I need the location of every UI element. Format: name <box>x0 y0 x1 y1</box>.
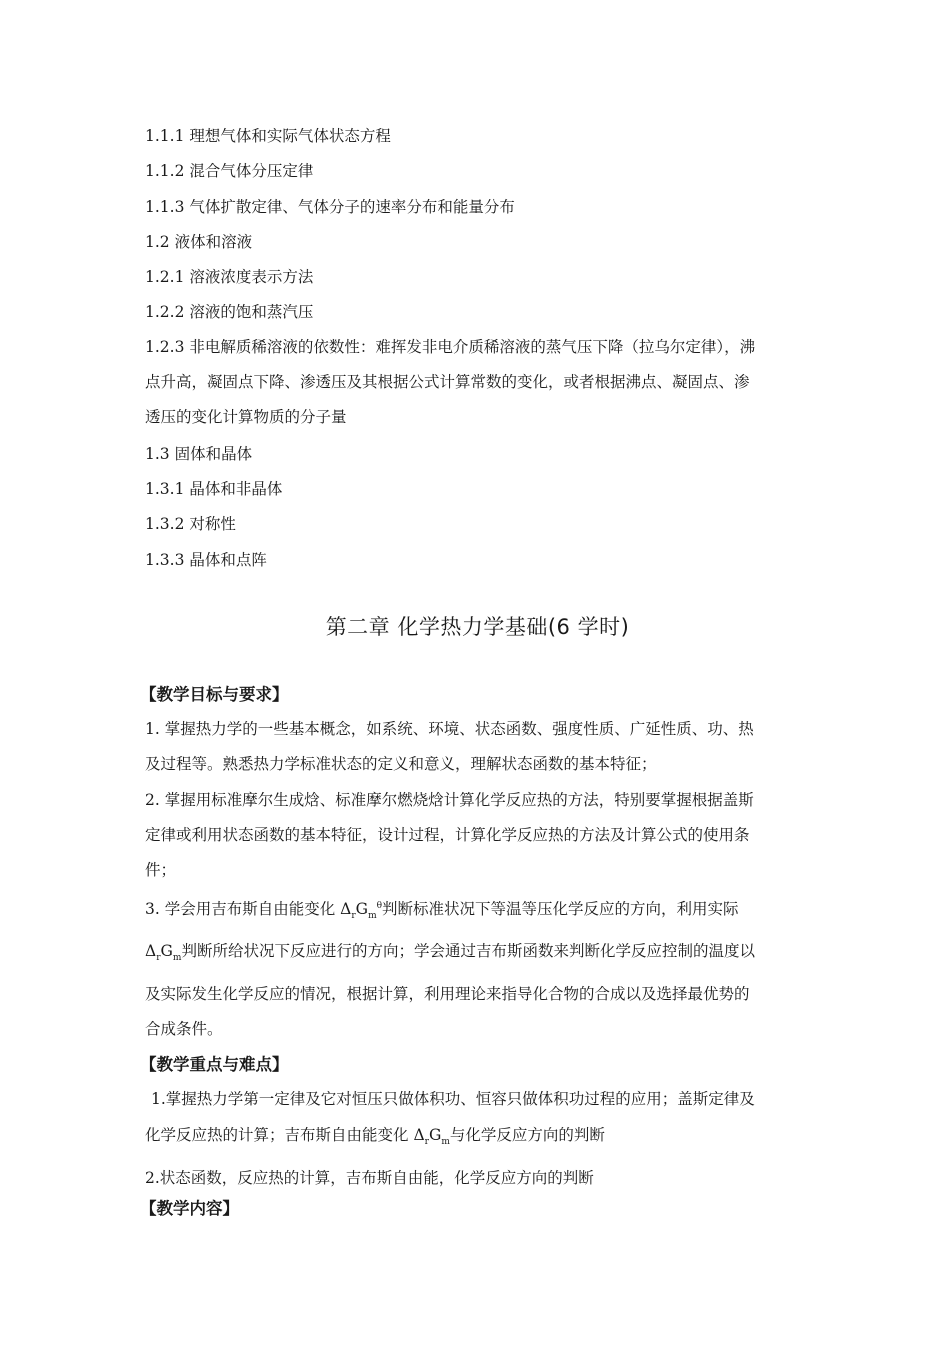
paragraph-line: 2. 掌握用标准摩尔生成焓、标准摩尔燃烧焓计算化学反应热的方法，特别要掌握根据盖斯 <box>145 790 754 809</box>
toc-line: 1.3 固体和晶体 <box>145 444 253 463</box>
toc-line: 1.1.3 气体扩散定律、气体分子的速率分布和能量分布 <box>145 197 515 216</box>
key1-prefix: 化学反应热的计算；吉布斯自由能变化 <box>145 1125 414 1144</box>
page-content <box>140 124 810 1227</box>
toc-line: 1.2.2 溶液的饱和蒸汽压 <box>145 303 314 322</box>
goal-1 <box>145 712 810 783</box>
content-heading: 【教学内容】 <box>140 1199 239 1219</box>
paragraph-line: 定律或利用状态函数的基本特征，设计过程，计算化学反应热的方法及计算公式的使用条 <box>145 826 750 845</box>
paragraph-line <box>145 1118 810 1160</box>
toc-line: 1.2.1 溶液浓度表示方法 <box>145 268 314 287</box>
paragraph-line: 及实际发生化学反应的情况，根据计算，利用理论来指导化合物的合成以及选择最优势的 <box>145 984 750 1003</box>
toc-line: 1.1.1 理想气体和实际气体状态方程 <box>145 127 391 145</box>
goal-3 <box>145 889 810 1048</box>
goal3-line2: 判断所给状况下反应进行的方向；学会通过吉布斯函数来判断化学反应控制的温度以 <box>181 942 755 961</box>
paragraph-line <box>145 889 810 935</box>
paragraph-line <box>145 934 810 976</box>
chapter-title: 第二章 化学热力学基础(6 学时) <box>325 614 630 639</box>
key-point-1 <box>145 1082 810 1160</box>
toc-line: 1.3.2 对称性 <box>145 515 236 534</box>
key-points-heading: 【教学重点与难点】 <box>140 1055 289 1075</box>
paragraph-line: 1. 掌握热力学的一些基本概念，如系统、环境、状态函数、强度性质、广延性质、功、热 <box>145 720 754 739</box>
toc-line: 1.3.3 晶体和点阵 <box>145 550 267 569</box>
gibbs-symbol: $\Delta_rG_m$ <box>413 1125 450 1147</box>
paragraph-line: 1.掌握热力学第一定律及它对恒压只做体积功、恒容只做体积功过程的应用；盖斯定律及 <box>151 1090 755 1109</box>
key-point-2: 2.状态函数，反应热的计算，吉布斯自由能，化学反应方向的判断 <box>145 1169 594 1188</box>
key1-suffix: 与化学反应方向的判断 <box>449 1125 605 1144</box>
paragraph-line: 点升高，凝固点下降、渗透压及其根据公式计算常数的变化，或者根据沸点、凝固点、渗 <box>145 373 750 392</box>
colligative-paragraph <box>145 330 810 436</box>
gibbs-standard-symbol: $\Delta_rG_m^\theta$ <box>340 899 383 921</box>
toc-line: 1.2 液体和溶液 <box>145 232 253 251</box>
goal3-prefix: 3. 学会用吉布斯自由能变化 <box>145 899 341 918</box>
goal-2 <box>145 783 810 889</box>
paragraph-line: 1.2.3 非电解质稀溶液的依数性：难挥发非电介质稀溶液的蒸气压下降（拉乌尔定律），沸 <box>145 337 756 356</box>
goals-heading: 【教学目标与要求】 <box>140 684 289 704</box>
gibbs-symbol: $\Delta_rG_m$ <box>145 942 182 964</box>
paragraph-line: 件； <box>145 861 177 880</box>
paragraph-line: 透压的变化计算物质的分子量 <box>145 408 347 427</box>
paragraph-line: 及过程等。熟悉热力学标准状态的定义和意义，理解状态函数的基本特征； <box>145 755 657 774</box>
toc-line: 1.3.1 晶体和非晶体 <box>145 479 283 498</box>
paragraph-line: 合成条件。 <box>145 1019 223 1038</box>
goal3-suffix: 判断标准状况下等温等压化学反应的方向，利用实际 <box>382 899 739 918</box>
toc-line: 1.1.2 混合气体分压定律 <box>145 162 314 181</box>
